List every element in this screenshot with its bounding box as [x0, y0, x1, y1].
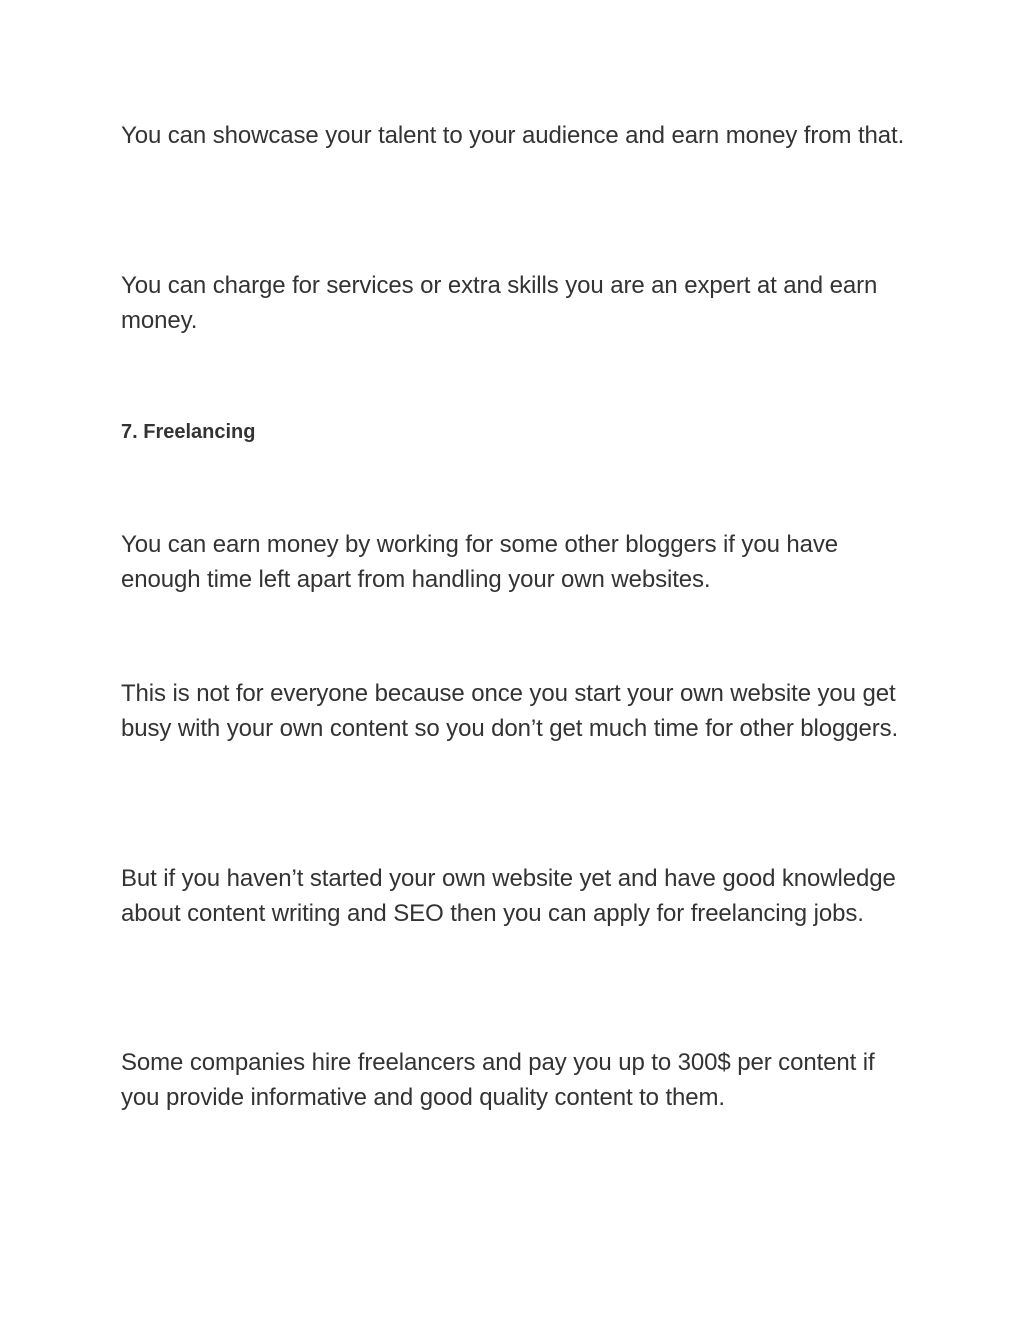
paragraph-apply-freelancing: But if you haven’t started your own website yet and have good knowledge about content writing and SEO then you can apply for freelancing jobs. [121, 865, 896, 927]
paragraph-showcase-talent: You can showcase your talent to your audience and earn money from that. [121, 122, 905, 149]
section-heading-freelancing: 7. Freelancing [121, 421, 256, 443]
paragraph-companies-hire: Some companies hire freelancers and pay you up to 300$ per content if you provide informative and good quality content to them. [121, 1049, 875, 1111]
paragraph-charge-services: You can charge for services or extra skills you are an expert at and earn money. [121, 272, 878, 334]
paragraph-not-for-everyone: This is not for everyone because once you start your own website you get busy with your own content so you don’t get much time for other bloggers. [121, 680, 899, 742]
paragraph-work-for-bloggers: You can earn money by working for some other bloggers if you have enough time left apart from handling your own websites. [121, 531, 839, 593]
